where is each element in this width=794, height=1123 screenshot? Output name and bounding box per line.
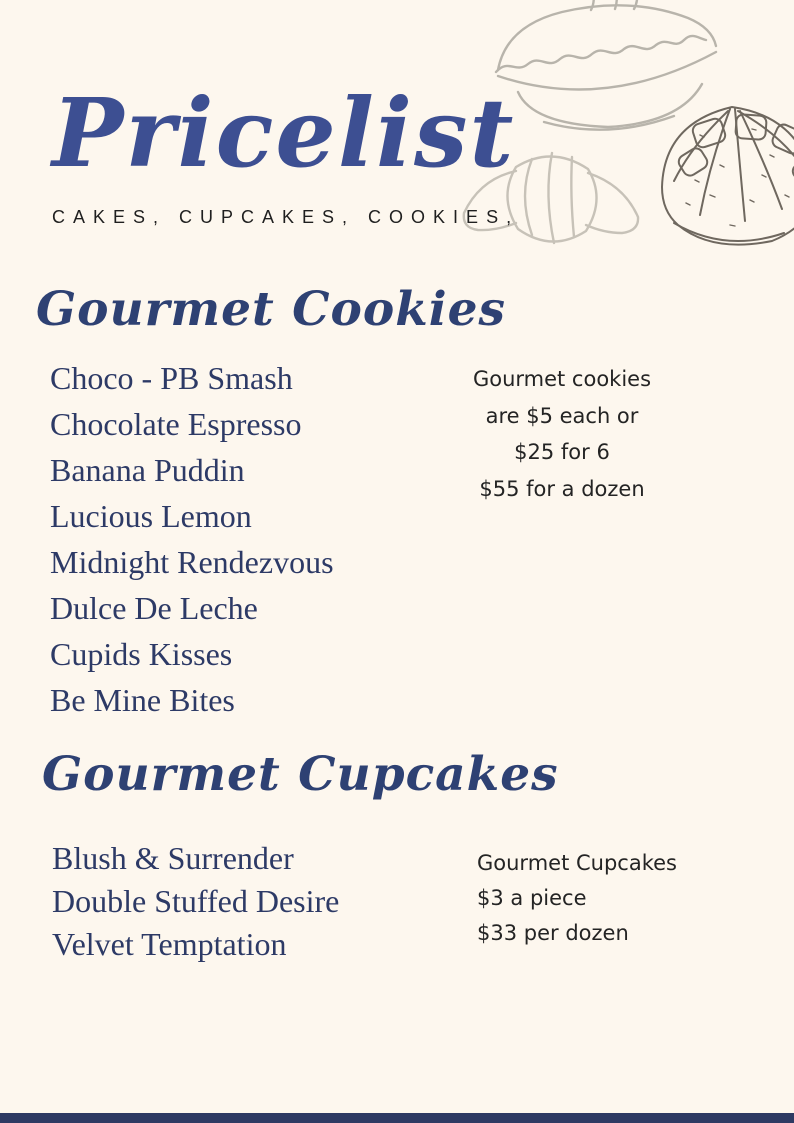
cupcake-pricing xyxy=(477,846,677,951)
list-item: Blush & Surrender xyxy=(52,840,294,876)
section-heading-cupcakes: Gourmet Cupcakes xyxy=(42,747,559,802)
price-line: $25 for 6 xyxy=(514,440,610,464)
cookie-list xyxy=(50,355,334,723)
list-item: Choco - PB Smash xyxy=(50,360,293,396)
page-title: Pricelist xyxy=(52,78,516,189)
list-item: Chocolate Espresso xyxy=(50,406,302,442)
page-subtitle: CAKES, CUPCAKES, COOKIES, xyxy=(52,207,520,227)
list-item: Velvet Temptation xyxy=(52,926,287,962)
list-item: Cupids Kisses xyxy=(50,636,233,672)
list-item: Double Stuffed Desire xyxy=(52,883,340,919)
list-item: Banana Puddin xyxy=(50,452,245,488)
price-line: Gourmet Cupcakes xyxy=(477,851,677,875)
cupcake-list xyxy=(52,837,339,966)
concha-bread-illustration-icon xyxy=(650,83,794,263)
footer-accent-bar xyxy=(0,1113,794,1123)
price-line: $55 for a dozen xyxy=(479,476,645,501)
cookie-pricing xyxy=(440,361,684,507)
list-item: Be Mine Bites xyxy=(50,682,235,718)
list-item: Midnight Rendezvous xyxy=(50,544,334,580)
list-item: Dulce De Leche xyxy=(50,590,258,626)
price-line: $33 per dozen xyxy=(477,921,629,945)
price-line: $3 a piece xyxy=(477,886,587,910)
pie-illustration-icon xyxy=(480,0,738,138)
price-line: Gourmet cookies xyxy=(472,367,652,391)
price-line: are $5 each or xyxy=(485,403,639,428)
section-heading-cookies: Gourmet Cookies xyxy=(36,282,507,337)
list-item: Lucious Lemon xyxy=(50,498,252,534)
